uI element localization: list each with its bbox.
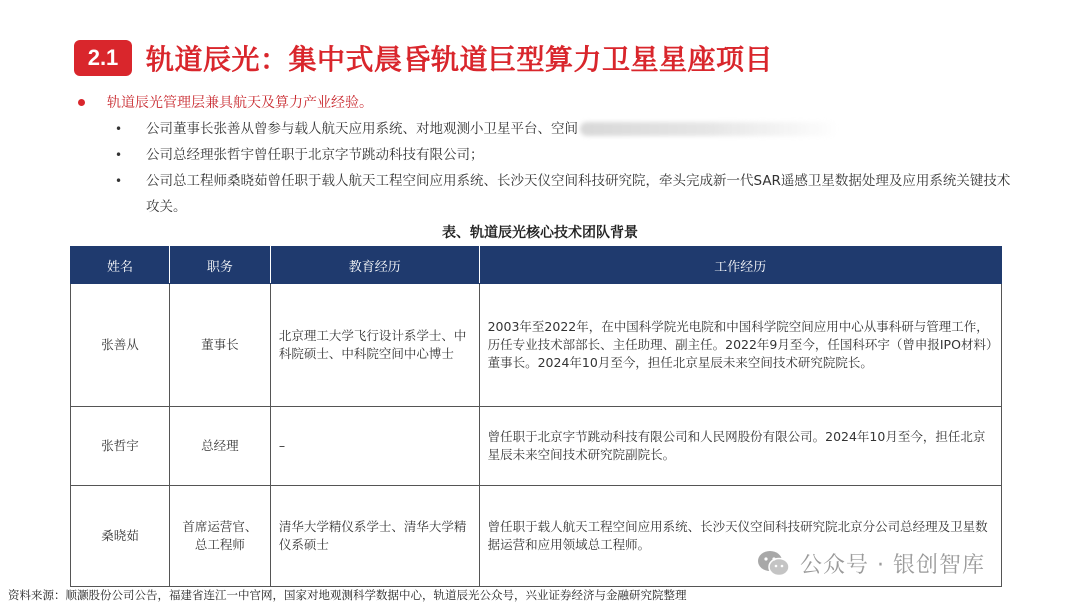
header-position: 职务 [169,247,270,284]
cell-work: 曾任职于北京字节跳动科技有限公司和人民网股份有限公司。2024年10月至今，担任北京星辰未来空间技术研究院副院长。 [479,407,1001,486]
team-background-table [70,246,1002,587]
sub-bullet-text: 公司董事长张善从曾参与载人航天应用系统、对地观测小卫星平台、空间 [146,121,578,137]
watermark [756,548,985,579]
section-number-badge: 2.1 [74,40,132,76]
sub-bullet-text: 公司总工程师桑晓茹曾任职于载人航天工程空间应用系统、长沙天仪空间科技研究院，牵头完成新一代SAR遥感卫星数据处理及应用系统关键技术攻关。 [146,173,1011,215]
sub-bullet-marker: • [115,122,123,136]
sub-bullet [78,142,1018,168]
bullet-dot-icon [78,99,85,106]
cell-education: 清华大学精仪系学士、清华大学精仪系硕士 [270,486,479,587]
cell-position: 董事长 [169,284,270,407]
main-bullet-text: 轨道辰光管理层兼具航天及算力产业经验。 [107,95,373,111]
cell-name: 张哲宇 [71,407,170,486]
sub-bullet [78,168,1018,220]
sub-bullet-text: 公司总经理张哲宇曾任职于北京字节跳动科技有限公司； [146,147,484,163]
blurred-redaction [580,122,840,136]
bullet-list [78,90,1018,220]
header-name: 姓名 [71,247,170,284]
cell-name: 张善从 [71,284,170,407]
cell-work: 曾任职于载人航天工程空间应用系统、长沙天仪空间科技研究院北京分公司总经理及卫星数据运营和应用领域总工程师。 [479,486,1001,587]
title-bar [74,38,773,78]
cell-position: 总经理 [169,407,270,486]
table-row [71,284,1002,407]
page-title: 轨道辰光：集中式晨昏轨道巨型算力卫星星座项目 [146,43,774,76]
source-note: 资料来源：顺灏股份公司公告，福建省连江一中官网，国家对地观测科学数据中心，轨道辰光公众号，兴业证券经济与金融研究院整理 [8,588,687,602]
cell-education: 北京理工大学飞行设计系学士、中科院硕士、中科院空间中心博士 [270,284,479,407]
watermark-text: 公众号 · 银创智库 [800,553,985,578]
table-caption: 表、轨道辰光核心技术团队背景 [442,225,638,241]
sub-bullet [78,116,1018,142]
sub-bullet-marker: • [115,174,123,188]
header-education: 教育经历 [270,247,479,284]
main-bullet [78,90,1018,114]
sub-bullet-marker: • [115,148,123,162]
table-row [71,407,1002,486]
cell-education: – [270,407,479,486]
header-work: 工作经历 [479,247,1001,284]
cell-work: 2003年至2022年，在中国科学院光电院和中国科学院空间应用中心从事科研与管理工作，历任专业技术部部长、主任助理、副主任。2022年9月至今，任国科环宇（曾申报IPO材料）董事长。2024年10月至今，担任北京星辰未来空间技术研究院院长。 [479,284,1001,407]
wechat-icon [756,549,792,579]
table-header-row [71,247,1002,284]
cell-position: 首席运营官、总工程师 [169,486,270,587]
cell-name: 桑晓茹 [71,486,170,587]
